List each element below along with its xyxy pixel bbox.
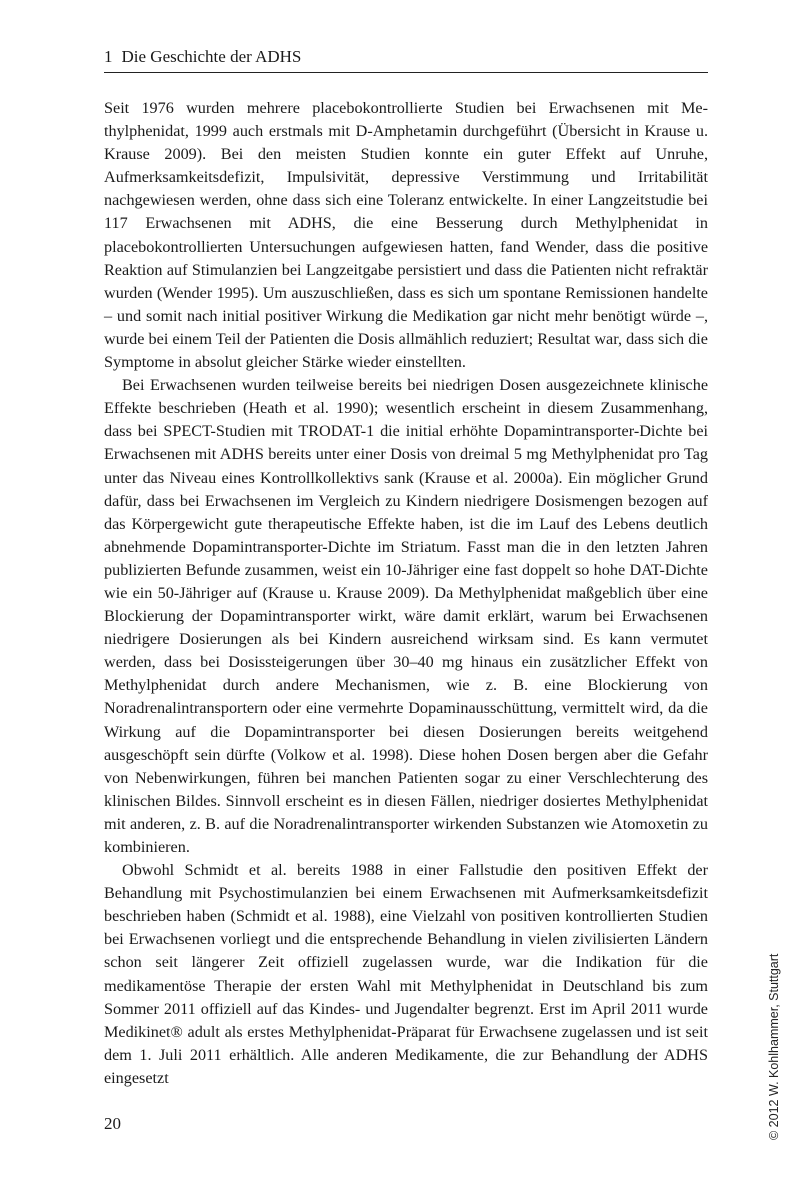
- chapter-number: 1: [104, 47, 113, 66]
- running-header: [104, 45, 708, 73]
- paragraph: Bei Erwachsenen wurden teilweise bereits bei niedrigen Dosen ausgezeichnete klinische Effekte beschrieben (Heath et al. 1990); wesentlich erscheint in diesem Zusammenhang, dass bei SPECT-Studien mit TRODAT-1 die initial erhöhte Dopamintransporter-Dichte bei Erwachsenen mit ADHS bereits unter einer Dosis von dreimal 5 mg Methylphenidat pro Tag unter das Niveau eines Kontrollkollektivs sank (Krause et al. 2000a). Ein möglicher Grund dafür, dass bei Erwachsenen im Vergleich zu Kindern niedrigere Dosismengen bezogen auf das Körpergewicht gute therapeutische Effekte haben, ist die im Lauf des Lebens deutlich abnehmende Dopamintransporter-Dichte im Striatum. Fasst man die in den letzten Jahren publizierten Befunde zusammen, weist ein 10-Jähriger eine fast doppelt so hohe DAT-Dichte wie ein 50-Jähriger auf (Krause u. Krause 2009). Da Methylphenidat maßgeblich über eine Blockierung der Dopamintransporter wirkt, wäre damit erklärt, warum bei Erwachsenen niedrigere Dosierungen als bei Kindern ausreichend wirksam sind. Es kann vermutet werden, dass bei Dosissteigerungen über 30–40 mg hinaus ein zusätzlicher Effekt von Methylphenidat durch andere Mechanismen, wie z. B. eine Blockierung von Noradrenalintransportern oder eine vermehrte Dopaminausschüttung, vermittelt wird, da die Wirkung auf die Dopamintransporter bei diesen Dosierungen bereits weitgehend ausgeschöpft sein dürfte (Volkow et al. 1998). Diese hohen Dosen bergen aber die Gefahr von Nebenwirkungen, führen bei manchen Patienten sogar zu einer Verschlechterung des klinischen Bildes. Sinnvoll erscheint es in diesen Fällen, niedriger dosiertes Methylphenidat mit anderen, z. B. auf die Noradrenalintransporter wirkenden Substanzen wie Atomoxetin zu kombinieren.: [104, 376, 708, 856]
- page-number: 20: [104, 1114, 121, 1133]
- body-text: [104, 97, 708, 1090]
- paragraph: Seit 1976 wurden mehrere placebokontrollierte Studien bei Erwachsenen mit Methylphenidat, 1999 auch erstmals mit D-Amphetamin durchgeführt (Übersicht in Krause u. Krause 2009). Bei den meisten Studien konnte ein guter Effekt auf Unruhe, Aufmerksamkeitsdefizit, Impulsivität, depressive Verstimmung und Irritabilität nachgewiesen werden, ohne dass sich eine Toleranz entwickelte. In einer Langzeitstudie bei 117 Erwachsenen mit ADHS, die eine Besserung durch Methylphenidat in placebokontrollierten Untersuchungen aufgewiesen hatten, fand Wender, dass die positive Reaktion auf Stimulanzien bei Langzeitgabe persistiert und dass die Patienten nicht refraktär wurden (Wender 1995). Um auszuschließen, dass es sich um spontane Remissionen handelte – und somit nach initial positiver Wirkung die Medikation gar nicht mehr benötigt würde –, wurde bei einem Teil der Patienten die Dosis allmählich reduziert; Resultat war, dass sich die Symptome in absolut gleicher Stärke wieder einstellten.: [104, 99, 708, 372]
- paragraph: Obwohl Schmidt et al. bereits 1988 in einer Fallstudie den positiven Effekt der Behandlung mit Psychostimulanzien bei einem Erwachsenen mit Aufmerksamkeitsdefizit beschrieben haben (Schmidt et al. 1988), eine Vielzahl von positiven kontrollierten Studien bei Erwachsenen vorliegt und die entsprechende Behandlung in vielen zivilisierten Ländern schon seit längerer Zeit offiziell zugelassen wurde, war die Indikation für die medikamentöse Therapie der ersten Wahl mit Methylphenidat in Deutschland bis zum Sommer 2011 offiziell auf das Kindes- und Jugendalter begrenzt. Erst im April 2011 wurde Medikinet® adult als erstes Methylphenidat-Präparat für Erwachsene zugelassen und ist seit dem 1. Juli 2011 erhältlich. Alle anderen Medikamente, die zur Behandlung der ADHS eingesetzt: [104, 861, 708, 1087]
- chapter-title: Die Geschichte der ADHS: [121, 47, 302, 66]
- copyright-notice: © 2012 W. Kohlhammer, Stuttgart: [767, 953, 781, 1140]
